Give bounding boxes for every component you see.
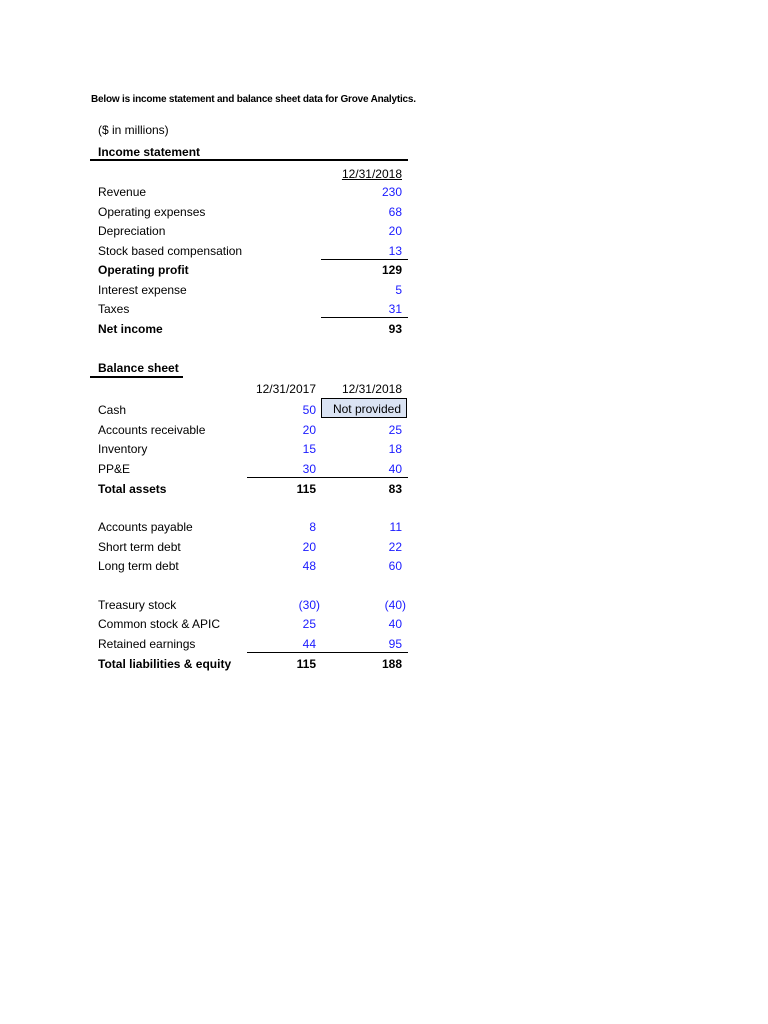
balance-value-2017: 44 xyxy=(302,637,316,651)
balance-row-label: Inventory xyxy=(98,442,148,456)
balance-value-2017: 48 xyxy=(302,559,316,573)
balance-row-label: PP&E xyxy=(98,462,131,476)
balance-sheet-title-rule xyxy=(90,376,183,378)
income-row-value: 31 xyxy=(388,302,402,316)
balance-value-2017: 115 xyxy=(296,657,316,671)
balance-row-label: Treasury stock xyxy=(98,598,177,612)
balance-date-header-2018: 12/31/2018 xyxy=(341,382,402,396)
income-row-label: Depreciation xyxy=(98,224,166,238)
balance-value-2018: (40) xyxy=(384,598,406,612)
subtotal-rule xyxy=(247,477,408,478)
income-row-value: 20 xyxy=(388,224,402,238)
subtotal-rule xyxy=(321,259,408,260)
intro-text: Below is income statement and balance sheet data for Grove Analytics. xyxy=(91,94,416,105)
income-row-label: Operating expenses xyxy=(98,205,206,219)
balance-row-label: Common stock & APIC xyxy=(98,617,221,631)
income-statement-title: Income statement xyxy=(98,145,201,159)
balance-date-header-2017: 12/31/2017 xyxy=(255,382,316,396)
subtotal-rule xyxy=(247,652,408,653)
balance-value-2018: 22 xyxy=(388,540,402,554)
balance-value-2017: 30 xyxy=(302,462,316,476)
balance-value-2017: 50 xyxy=(302,403,316,417)
balance-value-2017: 115 xyxy=(296,482,316,496)
balance-row-label: Total liabilities & equity xyxy=(98,657,232,671)
income-row-value: 129 xyxy=(381,263,402,277)
balance-sheet-title: Balance sheet xyxy=(98,361,179,375)
balance-value-2017: 20 xyxy=(302,540,316,554)
income-row-value: 230 xyxy=(381,185,402,199)
income-row-label: Net income xyxy=(98,322,163,336)
balance-row-label: Total assets xyxy=(98,482,167,496)
balance-value-2018: 40 xyxy=(388,617,402,631)
balance-row-label: Retained earnings xyxy=(98,637,196,651)
balance-value-2018: 18 xyxy=(388,442,402,456)
income-row-value: 68 xyxy=(388,205,402,219)
balance-row-label: Long term debt xyxy=(98,559,179,573)
income-row-label: Stock based compensation xyxy=(98,244,243,258)
balance-value-2018: 11 xyxy=(389,520,402,534)
income-row-value: 93 xyxy=(388,322,402,336)
income-row-value: 13 xyxy=(388,244,402,258)
balance-value-2018: 95 xyxy=(388,637,402,651)
balance-row-label: Short term debt xyxy=(98,540,181,554)
balance-row-label: Accounts payable xyxy=(98,520,193,534)
balance-row-label: Accounts receivable xyxy=(98,423,206,437)
balance-value-2018: Not provided xyxy=(332,402,401,416)
income-statement-title-rule xyxy=(90,159,408,161)
income-row-label: Operating profit xyxy=(98,263,189,277)
balance-value-2018: 188 xyxy=(381,657,402,671)
balance-value-2017: 15 xyxy=(302,442,316,456)
income-row-label: Interest expense xyxy=(98,283,187,297)
income-date-header: 12/31/2018 xyxy=(341,167,402,181)
balance-value-2018: 60 xyxy=(388,559,402,573)
balance-value-2017: 20 xyxy=(302,423,316,437)
balance-value-2018: 83 xyxy=(388,482,402,496)
balance-value-2017: 8 xyxy=(309,520,316,534)
balance-row-label: Cash xyxy=(98,403,127,417)
balance-value-2017: 25 xyxy=(302,617,316,631)
balance-value-2018: 25 xyxy=(388,423,402,437)
subtotal-rule xyxy=(321,317,408,318)
income-row-label: Revenue xyxy=(98,185,147,199)
units-note: ($ in millions) xyxy=(98,123,169,137)
income-row-label: Taxes xyxy=(98,302,130,316)
balance-value-2018: 40 xyxy=(388,462,402,476)
balance-value-2017: (30) xyxy=(298,598,320,612)
income-row-value: 5 xyxy=(395,283,402,297)
